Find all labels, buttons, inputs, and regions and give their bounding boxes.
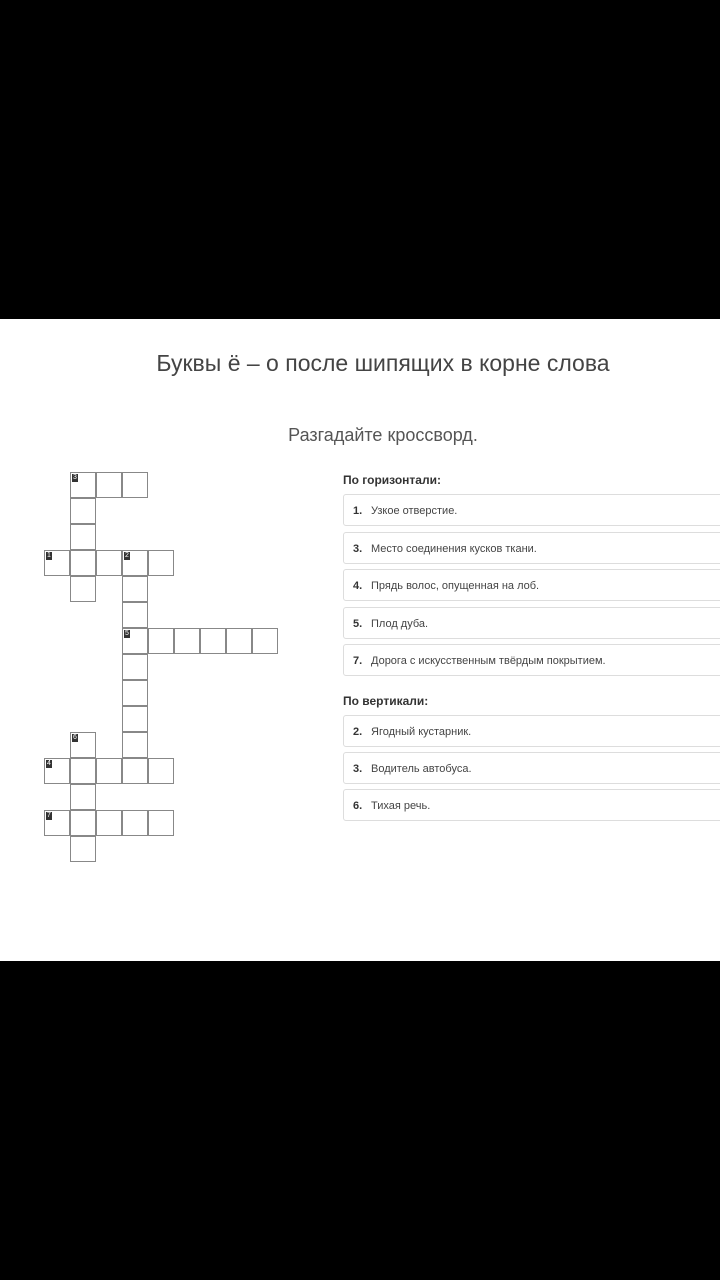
crossword-cell[interactable]: [122, 576, 148, 602]
crossword-cell[interactable]: [122, 472, 148, 498]
crossword-cell[interactable]: [96, 810, 122, 836]
crossword-cell[interactable]: [122, 628, 148, 654]
crossword-cell[interactable]: [122, 550, 148, 576]
clue-number: 2.: [353, 726, 363, 738]
clue-number: 4.: [353, 580, 363, 592]
crossword-cell[interactable]: [200, 628, 226, 654]
crossword-cell[interactable]: [122, 732, 148, 758]
clue-across-5[interactable]: [343, 607, 720, 639]
clue-number: 1.: [353, 505, 363, 517]
clue-text: Дорога с искусственным твёрдым покрытием.: [371, 655, 606, 667]
crossword-cell[interactable]: [148, 550, 174, 576]
crossword-cell[interactable]: [174, 628, 200, 654]
clue-text: Тихая речь.: [371, 800, 431, 812]
clue-text: Плод дуба.: [371, 618, 429, 630]
page-title: Буквы ё – о после шипящих в корне слова: [156, 350, 610, 376]
clue-across-7[interactable]: [343, 644, 720, 676]
clue-number: 3.: [353, 543, 363, 555]
crossword-cell[interactable]: [96, 472, 122, 498]
clue-number-label: 3: [73, 474, 77, 481]
crossword-cell[interactable]: [122, 810, 148, 836]
crossword-cell[interactable]: [122, 758, 148, 784]
instruction-text: Разгадайте кроссворд.: [288, 425, 478, 445]
clue-across-4[interactable]: [343, 569, 720, 601]
clue-text: Место соединения кусков ткани.: [371, 543, 537, 555]
clue-number: 6.: [353, 800, 363, 812]
crossword-cell[interactable]: [70, 576, 96, 602]
crossword-cell[interactable]: [252, 628, 278, 654]
crossword-cell[interactable]: [122, 706, 148, 732]
crossword-cell[interactable]: [226, 628, 252, 654]
down-heading: По вертикали:: [343, 694, 429, 708]
crossword-cell[interactable]: [70, 810, 96, 836]
clue-number-label: 5: [125, 630, 129, 637]
crossword-cell[interactable]: [70, 836, 96, 862]
clue-down-3[interactable]: [343, 752, 720, 784]
crossword-cell[interactable]: [148, 810, 174, 836]
crossword-cell[interactable]: [70, 498, 96, 524]
crossword-cell[interactable]: [148, 628, 174, 654]
clue-text: Водитель автобуса.: [371, 763, 472, 775]
clue-number: 7.: [353, 655, 363, 667]
clue-down-6[interactable]: [343, 789, 720, 821]
crossword-cell[interactable]: [122, 654, 148, 680]
crossword-cell[interactable]: [70, 524, 96, 550]
crossword-cell[interactable]: [70, 784, 96, 810]
crossword-cell[interactable]: [70, 732, 96, 758]
crossword-cell[interactable]: [122, 602, 148, 628]
clue-text: Узкое отверстие.: [371, 505, 458, 517]
crossword-cell[interactable]: [96, 550, 122, 576]
clue-down-2[interactable]: [343, 715, 720, 747]
across-heading: По горизонтали:: [343, 473, 441, 487]
crossword-cell[interactable]: [148, 758, 174, 784]
crossword-cell[interactable]: [44, 810, 70, 836]
crossword-grid: [0, 319, 300, 961]
crossword-cell[interactable]: [122, 680, 148, 706]
crossword-cell[interactable]: [70, 758, 96, 784]
clue-text: Ягодный кустарник.: [371, 726, 472, 738]
clue-number-label: 7: [47, 812, 51, 819]
crossword-cell[interactable]: [44, 550, 70, 576]
crossword-cell[interactable]: [96, 758, 122, 784]
clue-number-label: 1: [47, 552, 51, 559]
clue-number: 3.: [353, 763, 363, 775]
clue-number-label: 2: [125, 552, 129, 559]
clue-number: 5.: [353, 618, 363, 630]
clue-across-3[interactable]: [343, 532, 720, 564]
clue-number-label: 4: [47, 760, 51, 767]
crossword-cell[interactable]: [70, 550, 96, 576]
clue-number-label: 6: [73, 734, 77, 741]
crossword-cell[interactable]: [70, 472, 96, 498]
worksheet: [0, 319, 720, 961]
clue-text: Прядь волос, опущенная на лоб.: [371, 580, 540, 592]
clue-across-1[interactable]: [343, 494, 720, 526]
crossword-cell[interactable]: [44, 758, 70, 784]
